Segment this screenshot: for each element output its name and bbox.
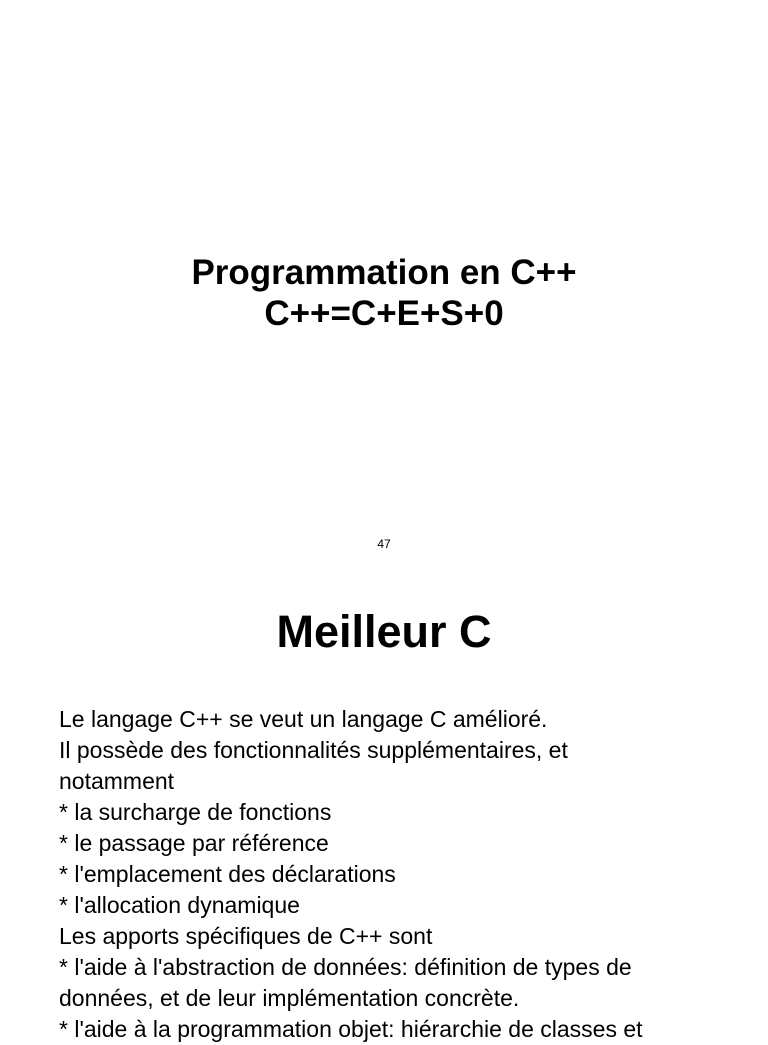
body-line: notamment: [59, 768, 175, 794]
section-body: [59, 704, 739, 1045]
bullet-item: * le passage par référence: [59, 830, 329, 856]
bullet-item: * l'allocation dynamique: [59, 892, 300, 918]
bullet-item: * la surcharge de fonctions: [59, 799, 332, 825]
page-number: 47: [377, 537, 391, 551]
bullet-item: * l'aide à la programmation objet: hiérarchie de classes et: [59, 1016, 643, 1042]
slide-title: [0, 252, 768, 334]
bullet-item: * l'emplacement des déclarations: [59, 861, 396, 887]
body-line: Le langage C++ se veut un langage C amélioré.: [59, 706, 548, 732]
body-line: Les apports spécifiques de C++ sont: [59, 923, 433, 949]
bullet-item: * l'aide à l'abstraction de données: définition de types de: [59, 954, 632, 980]
body-line: données, et de leur implémentation concrète.: [59, 985, 520, 1011]
body-line: Il possède des fonctionnalités supplémentaires, et: [59, 737, 568, 763]
slide-title-line-1: Programmation en C++: [191, 253, 577, 292]
slide-title-line-2: C++=C+E+S+0: [264, 294, 504, 333]
section-heading: Meilleur C: [276, 606, 492, 657]
